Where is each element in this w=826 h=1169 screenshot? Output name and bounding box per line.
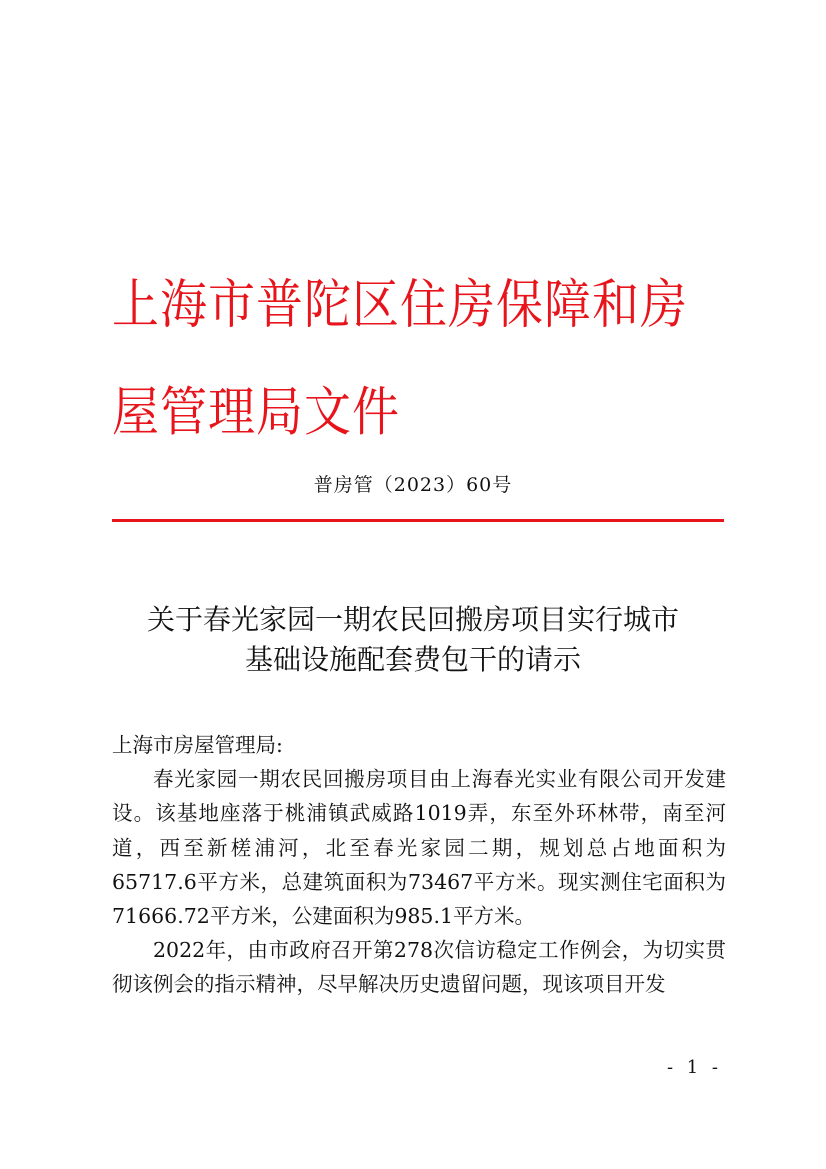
subject-line-1: 关于春光家园一期农民回搬房项目实行城市 (146, 603, 679, 636)
document-body (112, 728, 726, 1002)
salutation: 上海市房屋管理局: (112, 733, 283, 757)
document-number: 普房管（2023）60号 (313, 474, 513, 496)
page-number: - 1 - (666, 1057, 722, 1078)
body-paragraph: 2022年，由市政府召开第278次信访稳定工作例会，为切实贯彻该例会的指示精神，尽早解决历史遗留问题，现该项目开发 (112, 938, 726, 997)
document-subject (100, 600, 726, 680)
subject-line-2: 基础设施配套费包干的请示 (244, 643, 581, 676)
red-header-rule (112, 519, 724, 522)
body-paragraph: 春光家园一期农民回搬房项目由上海春光实业有限公司开发建设。该基地座落于桃浦镇武威路1019弄，东至外环林带，南至河道，西至新槎浦河，北至春光家园二期，规划总占地面积为65717.6平方米，总建筑面积为73467平方米。现实测住宅面积为71666.72平方米，公建面积为985.1平方米。 (112, 767, 726, 929)
issuing-authority-header: 上海市普陀区住房保障和房屋管理局文件 (112, 274, 688, 444)
